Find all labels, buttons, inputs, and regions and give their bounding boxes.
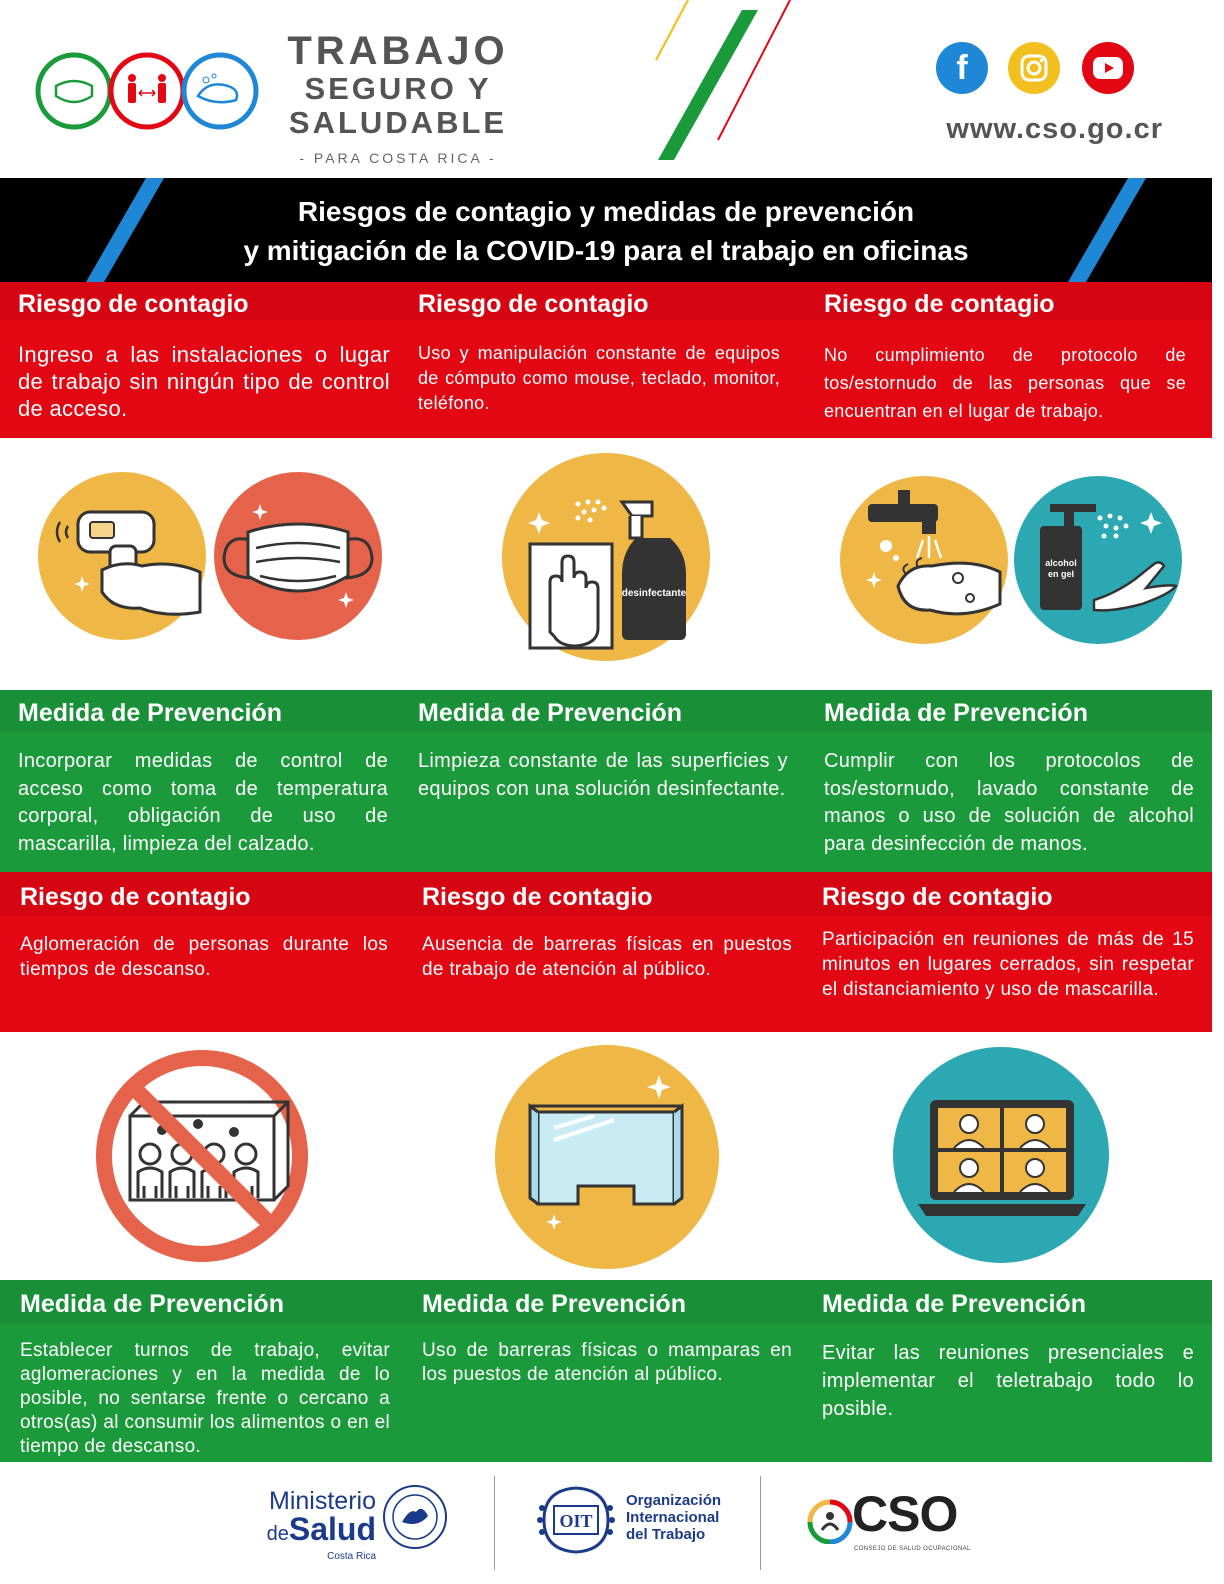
measure-heading: Medida de Prevención [822,1290,1086,1318]
gel-label-line1: alcohol [1045,558,1077,568]
youtube-icon[interactable] [1082,42,1134,94]
risk-card-1-2 [418,289,780,416]
thermometer-icon [36,470,208,642]
risk-heading: Riesgo de contagio [822,883,1053,911]
spray-label: desinfectante [621,588,687,599]
risk-text: No cumplimiento de protocolo de tos/estornudo de las personas que se encuentran en el lugar de trabajo. [824,345,1186,421]
physical-barrier-icon [494,1044,720,1270]
measure-band-1 [0,690,1212,872]
title-banner [0,178,1212,282]
risk-heading: Riesgo de contagio [418,290,649,318]
measure-text: Evitar las reuniones presenciales e implementar el teletrabajo todo lo posible. [822,1342,1194,1420]
brand-line2: SEGURO Y [304,71,492,106]
ministerio-country: Costa Rica [327,1551,376,1562]
alcohol-gel-icon [1012,474,1184,646]
footer [0,1462,1212,1584]
video-conference-icon [892,1046,1110,1264]
ministerio-seal-icon [382,1484,448,1550]
measure-heading: Medida de Prevención [20,1290,284,1318]
risk-heading: Riesgo de contagio [20,883,251,911]
risk-card-2-1 [20,882,388,982]
hand-washing-icon [838,474,1010,646]
risk-text: Aglomeración de personas durante los tiempos de descanso. [20,934,388,980]
measure-heading: Medida de Prevención [18,699,282,727]
page-title-line2: y mitigación de la COVID-19 para el trabajo en oficinas [243,235,969,266]
measure-card-1-2 [418,698,788,803]
no-crowding-icon [92,1046,312,1266]
ministerio-de: de [266,1523,289,1545]
page-title [150,192,1062,270]
risk-band-1 [0,282,1212,438]
measure-text: Cumplir con los protocolos de tos/estornudo, lavado constante de manos o uso de solución de alcohol para desinfección de manos. [824,750,1194,855]
cso-abbr: CSO [852,1486,958,1542]
brand-subtitle: - PARA COSTA RICA - [299,150,497,166]
risk-card-1-1 [18,289,390,422]
risk-text: Ausencia de barreras físicas en puestos de trabajo de atención al público. [422,934,792,980]
measure-heading: Medida de Prevención [824,699,1088,727]
measure-band-2 [0,1280,1212,1462]
risk-heading: Riesgo de contagio [824,290,1055,318]
cso-logo-icon [806,1498,854,1544]
oit-line1: Organización [626,1492,722,1509]
risk-heading: Riesgo de contagio [422,883,653,911]
measure-card-2-1 [20,1289,390,1459]
measure-card-2-3 [822,1289,1194,1423]
measure-text: Incorporar medidas de control de acceso como toma de temperatura corporal, obligación de uso de mascarilla, limpieza del calzado. [18,750,388,855]
measure-card-1-1 [18,698,388,858]
risk-card-2-3 [822,882,1194,1002]
measure-heading: Medida de Prevención [422,1290,686,1318]
instagram-icon[interactable] [1008,42,1060,94]
website-link[interactable]: www.cso.go.cr [946,113,1163,145]
risk-heading: Riesgo de contagio [18,290,249,318]
oit-logo-icon [534,1482,618,1558]
measure-heading: Medida de Prevención [418,699,682,727]
risk-text: Participación en reuniones de más de 15 minutos en lugares cerrados, sin respetar el distanciamiento y uso de mascarilla. [822,929,1194,1000]
risk-text: Ingreso a las instalaciones o lugar de trabajo sin ningún tipo de control de acceso. [18,342,390,421]
ministerio-logo [254,1488,376,1562]
oit-line2: Internacional [626,1509,720,1526]
cso-subtitle: CONSEJO DE SALUD OCUPACIONAL [854,1546,971,1552]
oit-abbr: OIT [559,1511,593,1531]
risk-text: Uso y manipulación constante de equipos de cómputo como mouse, teclado, monitor, teléfono. [418,343,780,413]
measure-card-2-2 [422,1289,792,1387]
risk-card-1-3 [824,289,1186,425]
decorative-stripes [650,0,800,162]
risk-band-2 [0,872,1212,1032]
facebook-icon[interactable]: f [936,42,988,94]
brand-title [268,30,528,166]
brand-logo-circles [34,48,260,134]
page-title-line1: Riesgos de contagio y medidas de prevención [297,196,915,227]
oit-line3: del Trabajo [626,1526,706,1543]
measure-text: Limpieza constante de las superficies y equipos con una solución desinfectante. [418,750,788,800]
measure-text: Uso de barreras físicas o mamparas en los puestos de atención al público. [422,1340,792,1385]
ministerio-line1: Ministerio [269,1487,376,1515]
measure-card-1-3 [824,698,1194,858]
disinfectant-spray-icon [494,452,720,662]
brand-line3: SALUDABLE [288,105,508,140]
face-mask-icon [212,470,384,642]
risk-card-2-2 [422,882,792,982]
gel-label-line2: en gel [1047,569,1075,579]
ministerio-salud: Salud [288,1511,376,1547]
measure-text: Establecer turnos de trabajo, evitar aglomeraciones y en la medida de lo posible, no sentarse frente o cercano a otros(as) al consumir los alimentos o en el tiempo de descanso. [20,1340,390,1457]
brand-line1: TRABAJO [287,29,509,73]
oit-name [626,1492,721,1543]
